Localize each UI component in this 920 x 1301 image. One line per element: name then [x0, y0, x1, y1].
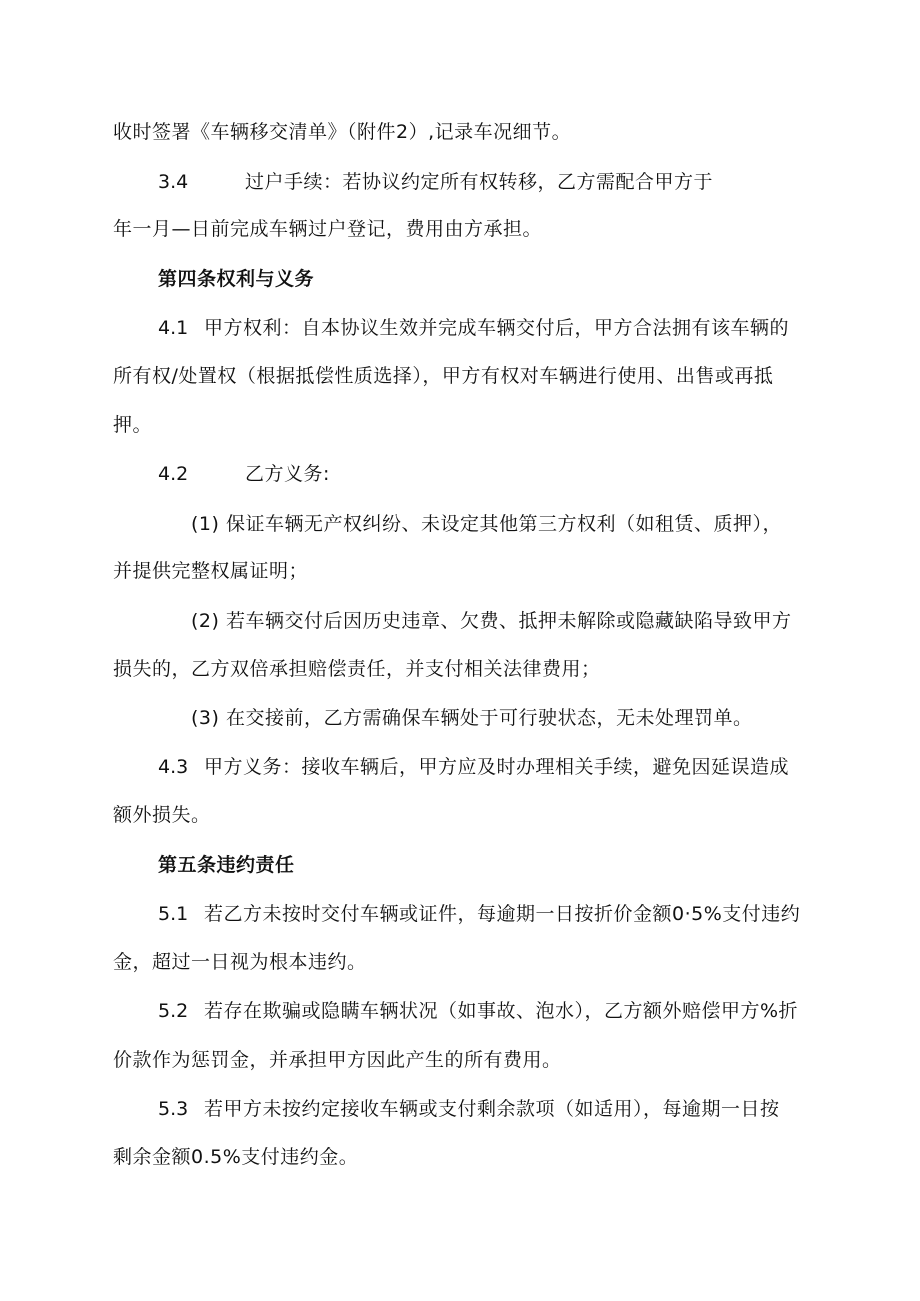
- text-line: 额外损失。: [113, 804, 211, 826]
- text-line: (2) 若车辆交付后因历史违章、欠费、抵押未解除或隐藏缺陷导致甲方: [191, 610, 792, 632]
- text-line: 若甲方未按约定接收车辆或支付剩余款项（如适用），每逾期一日按: [204, 1098, 780, 1120]
- text-line: 甲方义务：接收车辆后，甲方应及时办理相关手续，避免因延误造成: [204, 756, 790, 778]
- text-line: 过户手续：若协议约定所有权转移，乙方需配合甲方于: [245, 171, 714, 193]
- text-line: (3) 在交接前，乙方需确保车辆处于可行驶状态，无未处理罚单。: [191, 707, 753, 729]
- text-line: 若存在欺骗或隐瞒车辆状况（如事故、泡水），乙方额外赔偿甲方%折: [204, 1000, 799, 1022]
- text-line: 价款作为惩罚金，并承担甲方因此产生的所有费用。: [113, 1049, 562, 1071]
- text-line: 押。: [113, 414, 153, 436]
- clause-number: 4.2: [158, 463, 189, 485]
- text-line: 收时签署《车辆移交清单》（附件2）,记录车况细节。: [113, 121, 572, 143]
- text-line: 年一月—日前完成车辆过户登记，费用由方承担。: [113, 218, 543, 240]
- text-line: 损失的，乙方双倍承担赔偿责任，并支付相关法律费用；: [113, 658, 601, 680]
- clause-number: 5.2: [158, 1000, 189, 1022]
- text-line: 剩余金额0.5%支付违约金。: [113, 1146, 359, 1168]
- text-line: 若乙方未按时交付车辆或证件，每逾期一日按折价金额0·5%支付违约: [204, 903, 801, 925]
- text-line: 并提供完整权属证明；: [113, 560, 309, 582]
- text-line: (1) 保证车辆无产权纠纷、未设定其他第三方权利（如租赁、质押），: [191, 513, 782, 535]
- clause-number: 3.4: [158, 171, 189, 193]
- text-line: 所有权/处置权（根据抵偿性质选择），甲方有权对车辆进行使用、出售或再抵: [113, 365, 774, 387]
- clause-number: 5.1: [158, 903, 189, 925]
- text-line: 金，超过一日视为根本违约。: [113, 951, 367, 973]
- clause-number: 4.1: [158, 317, 189, 339]
- section-heading: 第四条权利与义务: [158, 268, 315, 290]
- text-line: 乙方义务:: [245, 463, 330, 485]
- clause-number: 5.3: [158, 1098, 189, 1120]
- section-heading: 第五条违约责任: [158, 854, 295, 876]
- text-line: 甲方权利：自本协议生效并完成车辆交付后，甲方合法拥有该车辆的: [204, 317, 790, 339]
- clause-number: 4.3: [158, 756, 189, 778]
